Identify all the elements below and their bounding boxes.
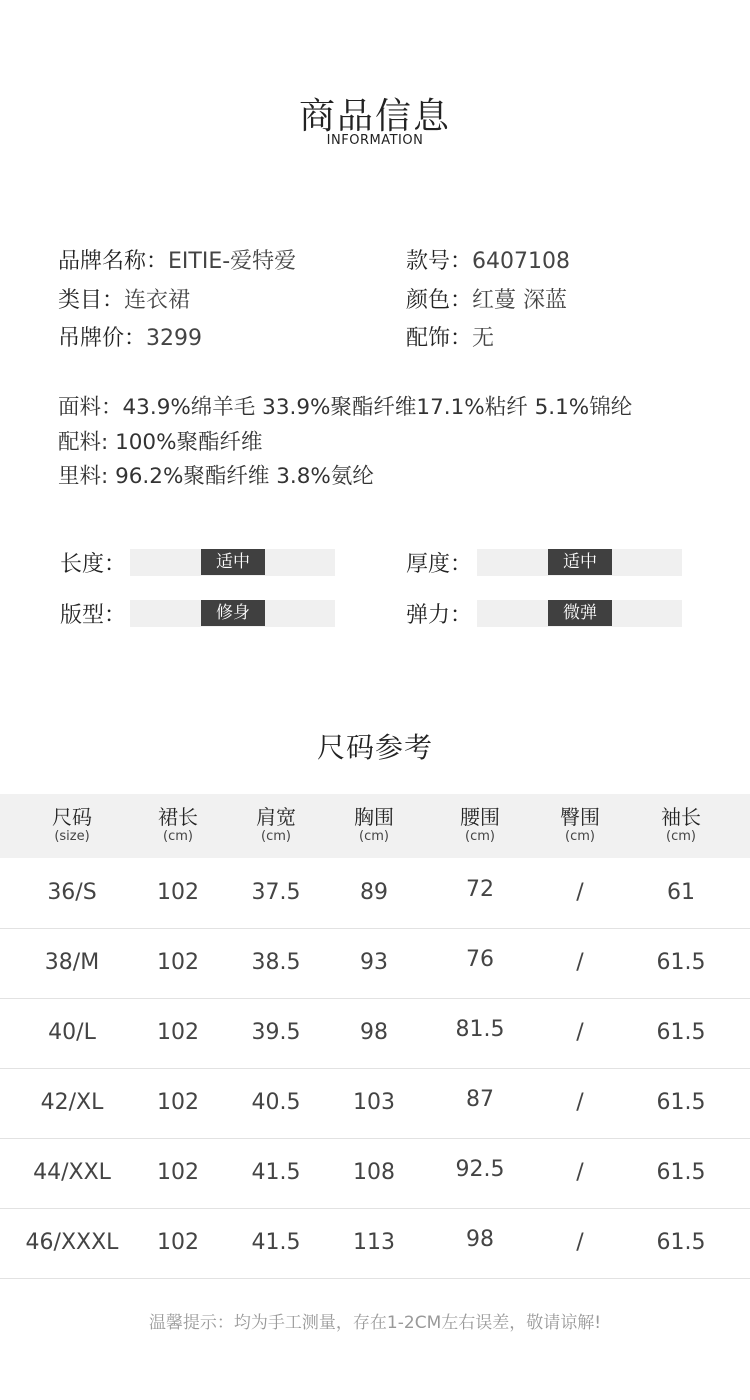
cell-hip: / xyxy=(576,1160,584,1185)
header-waist-label: 腰围 xyxy=(460,805,500,829)
cell-waist: 81.5 xyxy=(455,1017,505,1042)
cell-shoulder: 41.5 xyxy=(251,1230,301,1255)
color-info xyxy=(406,283,567,314)
category-info xyxy=(58,283,190,314)
cell-bust: 103 xyxy=(353,1090,395,1115)
size-table-header xyxy=(0,794,750,858)
fabric-lining: 里料: 96.2%聚酯纤维 3.8%氨纶 xyxy=(58,464,374,489)
fit-label: 版型： xyxy=(60,603,127,628)
table-row xyxy=(0,1138,750,1209)
cell-hip: / xyxy=(576,1020,584,1045)
brand-info xyxy=(58,244,296,275)
cell-skirt-length: 102 xyxy=(157,950,199,975)
cell-shoulder: 40.5 xyxy=(251,1090,301,1115)
header-hip-unit: (cm) xyxy=(565,829,595,844)
header-size xyxy=(22,794,122,858)
header-skirt-length xyxy=(128,794,228,858)
cell-size: 46/XXXL xyxy=(25,1230,119,1255)
cell-size: 38/M xyxy=(44,950,100,975)
cell-bust: 98 xyxy=(360,1020,388,1045)
header-waist xyxy=(430,794,530,858)
header-waist-unit: (cm) xyxy=(465,829,495,844)
cell-size: 40/L xyxy=(48,1020,96,1045)
price-value: 3299 xyxy=(146,326,203,351)
cell-waist: 87 xyxy=(466,1087,494,1112)
cell-size: 36/S xyxy=(47,880,97,905)
header-size-label: 尺码 xyxy=(52,805,92,829)
table-row xyxy=(0,1208,750,1279)
cell-bust: 113 xyxy=(353,1230,395,1255)
cell-hip: / xyxy=(576,1090,584,1115)
cell-skirt-length: 102 xyxy=(157,1160,199,1185)
header-bust-unit: (cm) xyxy=(359,829,389,844)
brand-value: EITIE-爱特爱 xyxy=(168,249,297,274)
cell-sleeve: 61.5 xyxy=(656,1160,706,1185)
cell-bust: 108 xyxy=(353,1160,395,1185)
thickness-label: 厚度： xyxy=(406,552,473,577)
header-skirt-length-unit: (cm) xyxy=(163,829,193,844)
cell-sleeve: 61.5 xyxy=(656,1090,706,1115)
cell-hip: / xyxy=(576,950,584,975)
fabric-trim: 配料: 100%聚酯纤维 xyxy=(58,430,263,455)
cell-skirt-length: 102 xyxy=(157,1090,199,1115)
header-size-unit: (size) xyxy=(54,829,90,844)
fabric-main: 面料：43.9%绵羊毛 33.9%聚酯纤维17.1%粘纤 5.1%锦纶 xyxy=(58,395,633,420)
measurement-notice: 温馨提示：均为手工测量，存在1-2CM左右误差，敬请谅解! xyxy=(148,1313,602,1333)
style-value: 6407108 xyxy=(472,249,570,274)
thickness-indicator: 适中 xyxy=(548,549,612,575)
header-bust-label: 胸围 xyxy=(354,805,394,829)
page-subtitle: INFORMATION xyxy=(326,133,424,148)
header-hip xyxy=(530,794,630,858)
style-label: 款号： xyxy=(406,249,473,274)
cell-sleeve: 61.5 xyxy=(656,1230,706,1255)
table-row xyxy=(0,858,750,929)
cell-shoulder: 38.5 xyxy=(251,950,301,975)
header-skirt-length-label: 裙长 xyxy=(158,805,198,829)
header-sleeve xyxy=(631,794,731,858)
cell-hip: / xyxy=(576,1230,584,1255)
header-shoulder xyxy=(226,794,326,858)
table-row xyxy=(0,928,750,999)
accessory-value: 无 xyxy=(472,326,495,351)
elasticity-indicator: 微弹 xyxy=(548,600,612,626)
cell-bust: 89 xyxy=(360,880,388,905)
cell-waist: 92.5 xyxy=(455,1157,505,1182)
style-info xyxy=(406,244,570,275)
cell-waist: 72 xyxy=(466,877,494,902)
color-label: 颜色： xyxy=(406,288,473,313)
table-row xyxy=(0,1068,750,1139)
cell-waist: 98 xyxy=(466,1227,494,1252)
cell-skirt-length: 102 xyxy=(157,1020,199,1045)
cell-sleeve: 61.5 xyxy=(656,950,706,975)
cell-skirt-length: 102 xyxy=(157,1230,199,1255)
cell-bust: 93 xyxy=(360,950,388,975)
cell-shoulder: 41.5 xyxy=(251,1160,301,1185)
cell-size: 44/XXL xyxy=(33,1160,111,1185)
size-section-title: 尺码参考 xyxy=(316,731,433,764)
category-value: 连衣裙 xyxy=(124,288,191,313)
length-label: 长度： xyxy=(60,552,127,577)
header-bust xyxy=(324,794,424,858)
price-info xyxy=(58,321,202,352)
length-indicator: 适中 xyxy=(201,549,265,575)
table-row xyxy=(0,998,750,1069)
color-value: 红蔓 深蓝 xyxy=(472,288,568,313)
cell-size: 42/XL xyxy=(40,1090,104,1115)
cell-sleeve: 61.5 xyxy=(656,1020,706,1045)
price-label: 吊牌价： xyxy=(58,326,147,351)
header-sleeve-label: 袖长 xyxy=(661,805,701,829)
brand-label: 品牌名称： xyxy=(58,249,169,274)
accessory-info xyxy=(406,321,494,352)
page-title: 商品信息 xyxy=(298,96,451,137)
cell-waist: 76 xyxy=(466,947,494,972)
header-hip-label: 臀围 xyxy=(560,805,600,829)
cell-skirt-length: 102 xyxy=(157,880,199,905)
category-label: 类目： xyxy=(58,288,125,313)
cell-shoulder: 37.5 xyxy=(251,880,301,905)
elasticity-label: 弹力： xyxy=(406,603,473,628)
accessory-label: 配饰： xyxy=(406,326,473,351)
cell-hip: / xyxy=(576,880,584,905)
header-shoulder-unit: (cm) xyxy=(261,829,291,844)
fit-indicator: 修身 xyxy=(201,600,265,626)
cell-sleeve: 61 xyxy=(667,880,695,905)
header-sleeve-unit: (cm) xyxy=(666,829,696,844)
cell-shoulder: 39.5 xyxy=(251,1020,301,1045)
header-shoulder-label: 肩宽 xyxy=(256,805,296,829)
